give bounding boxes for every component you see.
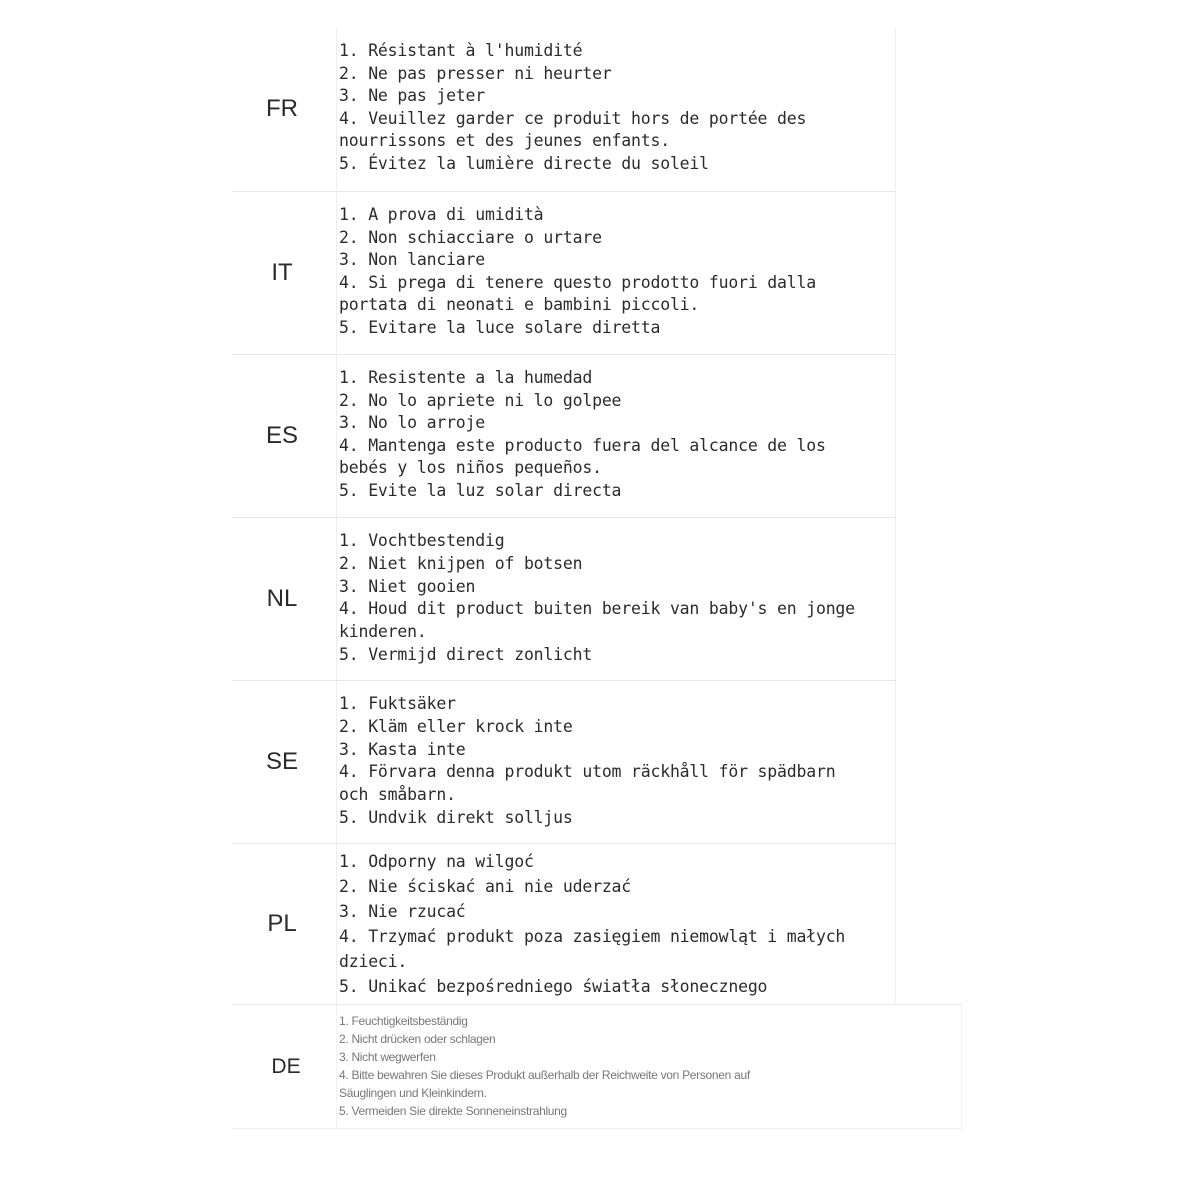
- instruction-list: [336, 518, 896, 680]
- instruction-line: 1. Odporny na wilgoć: [339, 852, 534, 871]
- instruction-line: 5. Évitez la lumière directe du soleil: [339, 153, 709, 173]
- instruction-line: 4. Bitte bewahren Sie dieses Produkt außerhalb der Reichweite von Personen auf: [339, 1068, 750, 1082]
- instruction-line: 4. Veuillez garder ce produit hors de portée des: [339, 108, 807, 128]
- instruction-list: [336, 1005, 962, 1129]
- instruction-line: 1. Vochtbestendig: [339, 531, 505, 550]
- instruction-line: 1. Feuchtigkeitsbeständig: [339, 1014, 468, 1028]
- instruction-line: 5. Evite la luz solar directa: [339, 480, 622, 500]
- instruction-line: 5. Vermeiden Sie direkte Sonneneinstrahlung: [339, 1104, 567, 1118]
- instruction-line: 2. Nie ściskać ani nie uderzać: [339, 877, 632, 896]
- instruction-line: 5. Undvik direkt solljus: [339, 807, 573, 827]
- section-pl: [232, 844, 896, 1004]
- instruction-line: 2. Non schiacciare o urtare: [339, 227, 602, 247]
- instruction-line: 3. Non lanciare: [339, 250, 486, 270]
- instruction-line: 3. Nicht wegwerfen: [339, 1050, 436, 1064]
- language-code: DE: [271, 1055, 301, 1078]
- instruction-list: [336, 681, 896, 843]
- row-divider: [232, 1128, 962, 1129]
- instruction-line: 3. Nie rzucać: [339, 902, 466, 921]
- instruction-line: 1. Résistant à l'humidité: [339, 41, 583, 60]
- instruction-list: [336, 355, 896, 517]
- instruction-line: 1. Resistente a la humedad: [339, 368, 593, 387]
- section-de: [232, 1005, 962, 1129]
- language-code: NL: [266, 585, 298, 612]
- instruction-line: 3. Niet gooien: [339, 576, 476, 596]
- language-code: ES: [265, 422, 298, 449]
- instruction-line: 4. Houd dit product buiten bereik van baby's en jonge: [339, 599, 855, 619]
- instruction-line: Säuglingen und Kleinkindern.: [339, 1086, 487, 1100]
- instruction-line: 1. A prova di umidità: [339, 205, 544, 224]
- instruction-line: 2. Ne pas presser ni heurter: [339, 63, 612, 83]
- instruction-line: 5. Evitare la luce solare diretta: [339, 317, 661, 337]
- instruction-line: 2. Kläm eller krock inte: [339, 716, 573, 736]
- language-code: FR: [266, 95, 298, 122]
- instruction-line: 3. No lo arroje: [339, 413, 486, 433]
- instruction-line: 2. Nicht drücken oder schlagen: [339, 1032, 496, 1046]
- section-it: [232, 192, 896, 353]
- instruction-list: [336, 28, 896, 190]
- instruction-line: 4. Si prega di tenere questo prodotto fuori dalla: [339, 272, 816, 292]
- instruction-line: 1. Fuktsäker: [339, 694, 456, 713]
- instruction-line: 2. No lo apriete ni lo golpee: [339, 390, 622, 410]
- instruction-line: 2. Niet knijpen of botsen: [339, 553, 583, 573]
- instruction-list: [336, 844, 896, 1004]
- instruction-line: 5. Unikać bezpośredniego światła słonecznego: [339, 977, 768, 996]
- instruction-line: 3. Kasta inte: [339, 739, 466, 759]
- instruction-line: dzieci.: [339, 952, 408, 971]
- instruction-line: nourrissons et des jeunes enfants.: [339, 131, 670, 151]
- language-code: PL: [267, 910, 297, 937]
- section-es: [232, 355, 896, 517]
- instruction-line: kinderen.: [339, 622, 427, 642]
- section-nl: [232, 518, 896, 680]
- section-fr: [232, 28, 896, 190]
- language-code: IT: [271, 258, 293, 286]
- instruction-line: 3. Ne pas jeter: [339, 86, 486, 106]
- instruction-line: bebés y los niños pequeños.: [339, 458, 602, 478]
- instruction-list: [336, 192, 896, 353]
- instruction-line: portata di neonati e bambini piccoli.: [339, 295, 700, 315]
- instruction-line: och småbarn.: [339, 785, 456, 805]
- instruction-line: 4. Mantenga este producto fuera del alcance de los: [339, 435, 826, 455]
- instruction-line: 4. Förvara denna produkt utom räckhåll för spädbarn: [339, 762, 836, 782]
- language-code: SE: [265, 748, 298, 775]
- section-se: [232, 681, 896, 843]
- instruction-line: 4. Trzymać produkt poza zasięgiem niemowląt i małych: [339, 927, 846, 946]
- instruction-line: 5. Vermijd direct zonlicht: [339, 644, 593, 664]
